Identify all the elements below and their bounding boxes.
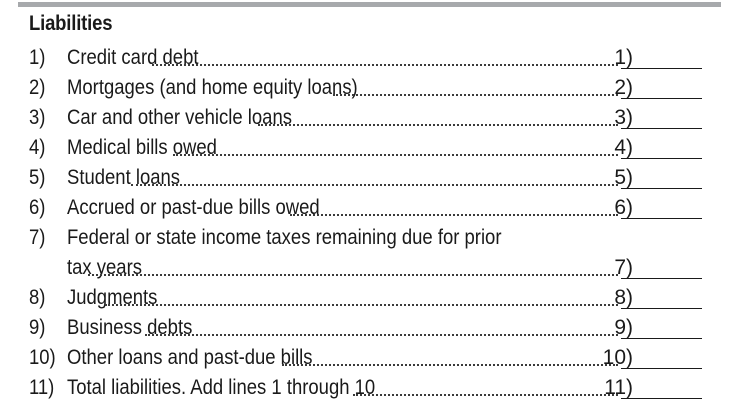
line-number: 11) — [29, 376, 55, 399]
dot-leader — [143, 313, 620, 343]
dot-leader — [150, 43, 620, 73]
line-label: Federal or state income taxes remaining due for prior — [67, 226, 502, 249]
line-ref: 10) — [602, 346, 633, 369]
line-number: 4) — [29, 136, 46, 159]
amount-field-1[interactable] — [621, 43, 702, 73]
line-label-row — [67, 373, 620, 403]
line-ref: 6) — [614, 196, 633, 219]
line-number: 8) — [29, 286, 46, 309]
line-label: Other loans and past-due bills — [67, 346, 313, 369]
line-ref: 7) — [614, 256, 633, 279]
dot-leader — [129, 163, 620, 193]
line-ref: 3) — [614, 106, 633, 129]
line-ref: 1) — [614, 46, 633, 69]
line-label: Student loans — [67, 166, 181, 189]
line-7 — [29, 223, 729, 253]
line-label: Mortgages (and home equity loans) — [67, 76, 358, 99]
dot-leader — [86, 253, 620, 283]
line-8 — [29, 283, 729, 313]
line-10 — [29, 343, 729, 373]
line-label: Accrued or past-due bills owed — [67, 196, 320, 219]
line-number: 5) — [29, 166, 46, 189]
line-label-row — [67, 343, 620, 373]
line-label-row — [67, 283, 620, 313]
line-5 — [29, 163, 729, 193]
section-title: Liabilities — [29, 12, 113, 35]
amount-field-4[interactable] — [621, 133, 702, 163]
line-label: Car and other vehicle loans — [67, 106, 292, 129]
line-ref: 9) — [614, 316, 633, 339]
line-9 — [29, 313, 729, 343]
line-label: Credit card debt — [67, 46, 199, 69]
amount-field-10[interactable] — [621, 343, 702, 373]
line-label: Medical bills owed — [67, 136, 217, 159]
dot-leader — [103, 283, 620, 313]
dot-leader — [171, 133, 620, 163]
line-label-row — [67, 163, 620, 193]
line-number: 2) — [29, 76, 46, 99]
line-number: 10) — [29, 346, 56, 369]
line-ref: 11) — [604, 376, 633, 399]
amount-field-5[interactable] — [621, 163, 702, 193]
amount-field-6[interactable] — [621, 193, 702, 223]
line-label-row — [67, 133, 620, 163]
line-number: 1) — [29, 46, 46, 69]
line-7-continued — [29, 253, 729, 283]
line-4 — [29, 133, 729, 163]
line-label: Business debts — [67, 316, 193, 339]
line-label-row — [67, 43, 620, 73]
line-label-row — [67, 103, 620, 133]
line-label-row — [67, 193, 620, 223]
line-number: 7) — [29, 226, 46, 249]
dot-leader — [256, 103, 620, 133]
dot-leader — [288, 193, 620, 223]
line-label-row — [67, 73, 620, 103]
amount-field-8[interactable] — [621, 283, 702, 313]
line-label: Judgments — [67, 286, 158, 309]
line-label-continued: tax years — [67, 256, 142, 279]
line-ref: 5) — [614, 166, 633, 189]
line-ref: 2) — [614, 76, 633, 99]
amount-field-11[interactable] — [621, 373, 702, 403]
top-rule — [18, 2, 721, 7]
liabilities-list — [29, 43, 729, 403]
amount-field-9[interactable] — [621, 313, 702, 343]
amount-field-2[interactable] — [621, 73, 702, 103]
line-label: Total liabilities. Add lines 1 through 10 — [67, 376, 376, 399]
line-1 — [29, 43, 729, 73]
dot-leader — [280, 343, 620, 373]
line-2 — [29, 73, 729, 103]
amount-field-7[interactable] — [621, 253, 702, 283]
amount-field-3[interactable] — [621, 103, 702, 133]
line-label-row — [67, 253, 620, 283]
line-number: 3) — [29, 106, 46, 129]
line-3 — [29, 103, 729, 133]
line-ref: 4) — [614, 136, 633, 159]
line-6 — [29, 193, 729, 223]
line-ref: 8) — [614, 286, 633, 309]
line-number: 6) — [29, 196, 46, 219]
line-11 — [29, 373, 729, 403]
line-label-row — [67, 313, 620, 343]
line-number: 9) — [29, 316, 46, 339]
